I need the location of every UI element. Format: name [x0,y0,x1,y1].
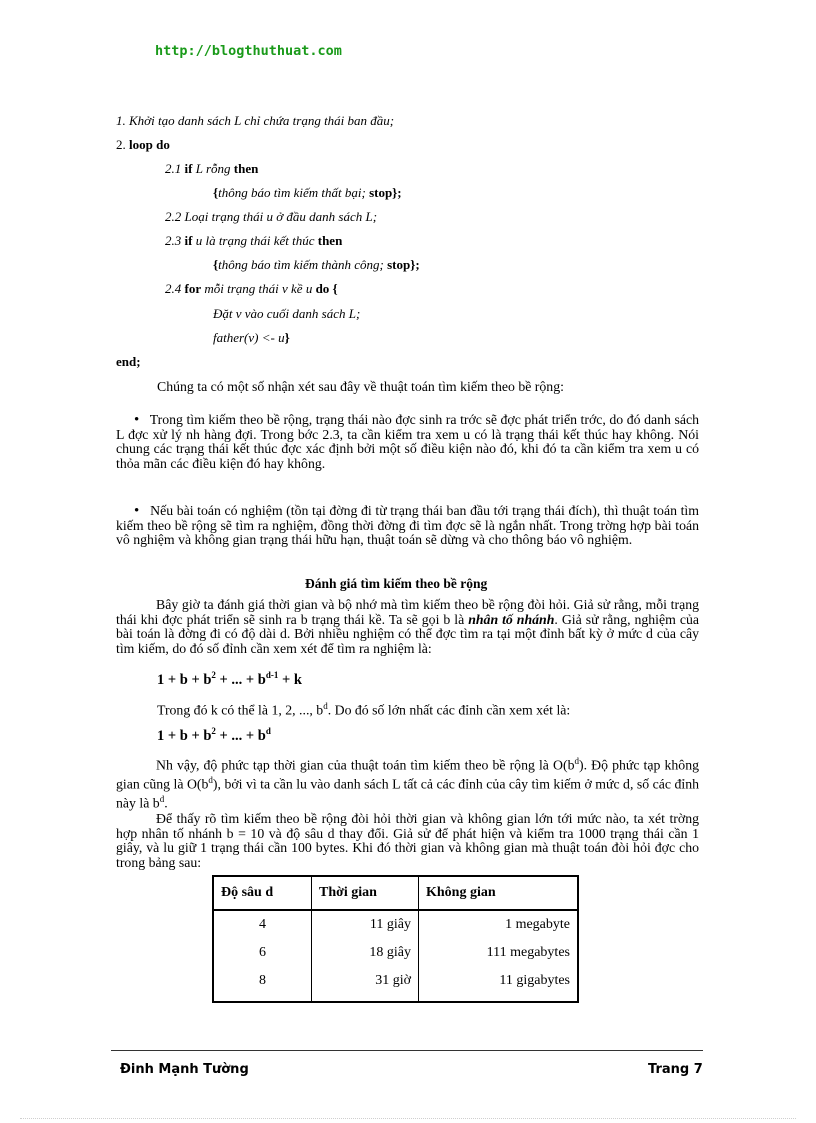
table-header-space: Không gian [419,876,579,910]
algo-step-2: 2. loop do [116,137,170,152]
formula-max-nodes: $1 + b + b^2$ + ... + $b^d$ [157,726,271,744]
table-header-depth: Độ sâu d [213,876,312,910]
algo-step-2-4-line-2: father(v) <- u} [213,330,290,345]
footer-divider [111,1050,703,1051]
bullet-paragraph-1: • Trong tìm kiếm theo bề rộng, trạng thái nào đợc sinh ra trớc sẽ đợc phát triển trớc, do đó danh sách L đợc xử lý nh hàng đợi. Trong bớc 2.3, ta cần kiểm tra xem u có là trạng thái kết thúc hay không. Nói chung các trạng thái kết thúc đợc xác định bởi một số điều kiện nào đó, khi đó ta cần kiểm tra xem u có thỏa mãn các điều kiện đó hay không. [116,412,699,471]
algo-step-2-4-line-1: Đặt v vào cuối danh sách L; [213,306,361,321]
table-row [213,939,578,967]
algo-step-2-4: 2.4 for mỗi trạng thái v kề u do { [165,281,338,296]
table-cell-depth: 6 [213,939,312,967]
bullet-paragraph-2: • Nếu bài toán có nghiệm (tồn tại đờng đi từ trạng thái ban đầu tới trạng thái đích), thì thuật toán tìm kiếm theo bề rộng sẽ tìm ra nghiệm, đồng thời đờng đi tìm đợc sẽ là ngắn nhất. Trong trờng hợp bài toán vô nghiệm và không gian trạng thái hữu hạn, thuật toán sẽ dừng và cho thông báo vô nghiệm. [116,503,699,548]
table-header-row [213,876,578,910]
page-bottom-dotted-line [20,1118,796,1119]
table-cell-depth: 8 [213,967,312,1002]
section-title: Đánh giá tìm kiếm theo bề rộng [305,576,488,591]
table-cell-space: 111 megabytes [419,939,579,967]
table-cell-time: 18 giây [312,939,419,967]
paragraph-example: Để thấy rõ tìm kiếm theo bề rộng đòi hỏi thời gian và không gian lớn tới mức nào, ta xét trờng hợp nhân tố nhánh b = 10 và độ sâu d thay đổi. Giả sử để phát hiện và kiểm tra 1000 trạng thái cần 1 giây, và lu giữ 1 trạng thái cần 100 bytes. Khi đó thời gian và không gian mà thuật toán đòi hỏi đợc cho trong bảng sau: [116,811,699,870]
algo-step-2-2: 2.2 Loại trạng thái u ở đầu danh sách L; [165,209,378,224]
algo-step-2-3: 2.3 if u là trạng thái kết thúc then [165,233,343,248]
algo-step-2-1: 2.1 if L rỗng then [165,161,259,176]
paragraph-complexity: Nh vậy, độ phức tạp thời gian của thuật toán tìm kiếm theo bề rộng là $O(b^d)$. Độ phức tạp không gian cũng là $O(b^d)$, bởi vì ta cần lu vào danh sách L tất cả các đỉnh của cây tìm kiếm ở mức d, số các đỉnh này là $b^d$. [116,756,700,811]
footer-page-number: Trang 7 [648,1062,703,1077]
bullet-icon: • [134,412,140,428]
table-row [213,967,578,1002]
intro-paragraph: Chúng ta có một số nhận xét sau đây về thuật toán tìm kiếm theo bề rộng: [157,379,564,394]
table-row [213,910,578,939]
footer-author: Đinh Mạnh Tường [120,1062,249,1077]
formula-nodes: $1 + b + b^2$ + ... + $b^{d-1} + k$ [157,670,302,688]
algo-step-2-3-body: {thông báo tìm kiếm thành công; stop}; [213,257,420,272]
algo-end: end; [116,354,141,369]
table-cell-space: 1 megabyte [419,910,579,939]
complexity-table [212,875,579,1003]
table-cell-depth: 4 [213,910,312,939]
table-cell-time: 11 giây [312,910,419,939]
paragraph-k-values: Trong đó k có thể là 1, 2, ..., $b^d$. Do đó số lớn nhất các đỉnh cần xem xét là: [157,701,571,718]
table-cell-time: 31 giờ [312,967,419,1002]
table-cell-space: 11 gigabytes [419,967,579,1002]
paragraph-time-space: Bây giờ ta đánh giá thời gian và bộ nhớ mà tìm kiếm theo bề rộng đòi hỏi. Giả sử rằng, mỗi trạng thái khi đợc phát triển sẽ sinh ra b trạng thái kề. Ta sẽ gọi b là nhân tố nhánh. Giả sử rằng, nghiệm của bài toán là đờng đi có độ dài d. Bởi nhiều nghiệm có thể đợc tìm ra tại một đỉnh bất kỳ ở mức d của cây tìm kiếm, do đó số đỉnh cần xem xét để tìm ra nghiệm là: [116,597,699,656]
bullet-icon: • [134,503,140,519]
algo-step-1: 1. Khởi tạo danh sách L chỉ chứa trạng thái ban đầu; [116,113,395,128]
algo-step-2-1-body: {thông báo tìm kiếm thất bại; stop}; [213,185,402,200]
header-url-link[interactable]: http://blogthuthuat.com [155,43,342,59]
table-header-time: Thời gian [312,876,419,910]
